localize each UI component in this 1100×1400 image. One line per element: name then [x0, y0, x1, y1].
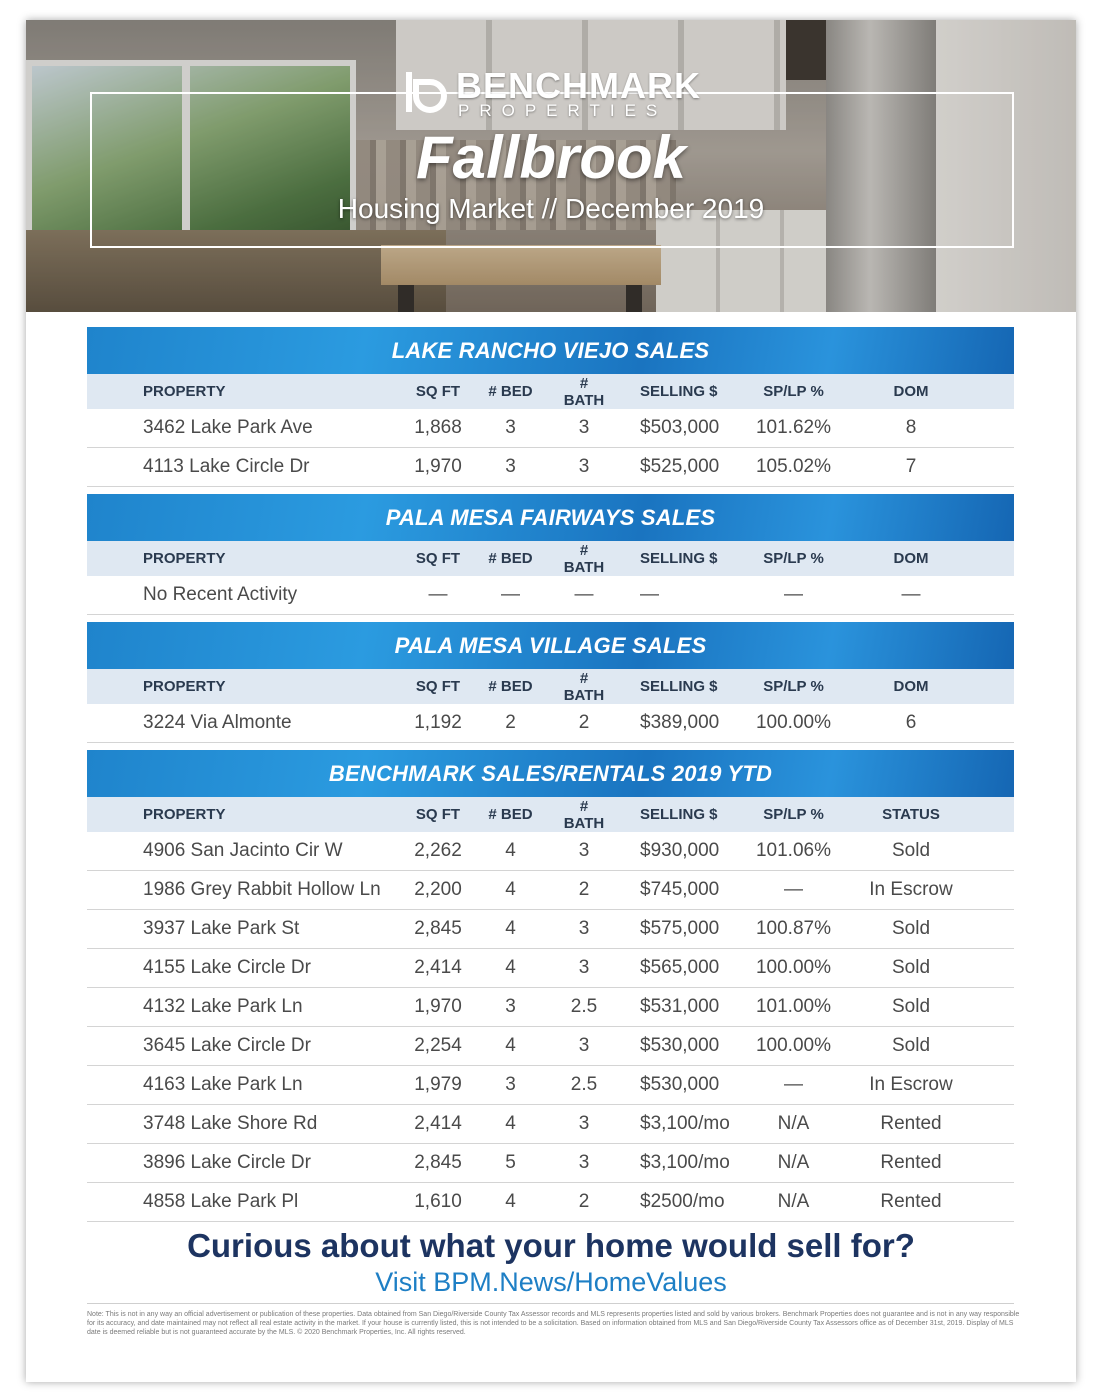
cell-status: In Escrow: [869, 879, 953, 900]
cell-status: Sold: [891, 1035, 931, 1056]
cell-bed: 4: [505, 1035, 516, 1056]
cell-sqft: 1,192: [414, 712, 462, 733]
col-property: PROPERTY: [143, 678, 226, 695]
cell-property: No Recent Activity: [143, 584, 298, 605]
cell-selling: $2500/mo: [640, 1191, 725, 1212]
cell-sqft: 1,868: [414, 417, 462, 438]
col-dom: DOM: [893, 550, 929, 567]
col-status: STATUS: [882, 806, 940, 823]
cell-status: In Escrow: [869, 1074, 953, 1095]
table-header: [87, 669, 1014, 704]
table-row: [87, 1105, 1014, 1144]
cell-selling: $565,000: [640, 957, 720, 978]
cell-sqft: 2,262: [414, 840, 462, 861]
disclaimer-text: Note: This is not in any way an official advertisement or publication of these properties. Data obtained from San Diego/Riverside County Tax Assessor records and MLS represents properties listed and sold by various brokers. Benchmark Properties does not guarantee and is not in any way responsible for its accuracy, and date maintained may not reflect all real estate activity in the market. If your house is currently listed, this is not intended to be a solicitation. Based on information obtained from MLS and San Diego/Riverside County Tax Assessors office as of December 31st, 2019. Display of MLS date is deemed reliable but is not guaranteed accurate by the MLS. © 2020 Benchmark Properties, Inc. All rights reserved.: [87, 1311, 1020, 1336]
section-title: BENCHMARK SALES/RENTALS 2019 YTD: [87, 750, 1014, 797]
cell-selling: $531,000: [640, 996, 720, 1017]
cell-splp: 100.00%: [755, 957, 831, 978]
cell-splp: N/A: [777, 1191, 810, 1212]
table-row: [87, 949, 1014, 988]
cell-selling: $525,000: [640, 456, 720, 477]
col-sqft: SQ FT: [415, 678, 461, 695]
sales-tables: [87, 327, 1014, 1222]
cell-property: 3224 Via Almonte: [143, 712, 292, 733]
cell-property: 3645 Lake Circle Dr: [143, 1035, 311, 1056]
cell-sqft: 2,414: [414, 1113, 462, 1134]
cell-selling: $575,000: [640, 918, 720, 939]
cell-splp: 100.00%: [755, 1035, 831, 1056]
cell-property: 3937 Lake Park St: [143, 918, 300, 939]
cell-bed: 4: [505, 879, 516, 900]
table-row: [87, 1066, 1014, 1105]
section-title: LAKE RANCHO VIEJO SALES: [87, 327, 1014, 374]
cell-bed: 4: [505, 918, 516, 939]
col-dom: DOM: [893, 383, 929, 400]
cell-bath: 3: [578, 1152, 590, 1173]
cell-property: 4113 Lake Circle Dr: [143, 456, 310, 477]
col-bath: # BATH: [563, 541, 605, 576]
cell-property: 4906 San Jacinto Cir W: [143, 840, 343, 861]
cell-status: Sold: [891, 957, 931, 978]
table-row: [87, 1027, 1014, 1066]
col-property: PROPERTY: [143, 383, 226, 400]
cell-bed: 4: [505, 1113, 516, 1134]
col-selling: SELLING $: [640, 678, 718, 695]
cell-selling: $930,000: [640, 840, 720, 861]
cell-selling: $503,000: [640, 417, 720, 438]
cell-splp: —: [784, 879, 803, 900]
cell-splp: —: [784, 1074, 803, 1095]
section-title: PALA MESA VILLAGE SALES: [87, 622, 1014, 669]
col-splp: SP/LP %: [763, 678, 824, 695]
cell-bath: —: [574, 584, 594, 605]
cell-bed: 3: [505, 1074, 516, 1095]
cell-bath: 3: [578, 456, 590, 477]
brand-sub: PROPERTIES: [458, 101, 668, 120]
cell-property: 4163 Lake Park Ln: [143, 1074, 303, 1095]
cell-dom: —: [901, 584, 921, 605]
col-bed: # BED: [488, 383, 533, 400]
cell-bed: 3: [505, 996, 516, 1017]
cell-bath: 2: [578, 712, 590, 733]
table-row: [87, 988, 1014, 1027]
col-dom: DOM: [893, 678, 929, 695]
col-bath: # BATH: [563, 669, 605, 704]
cell-status: Sold: [891, 996, 931, 1017]
cell-sqft: 1,610: [414, 1191, 462, 1212]
cell-sqft: 2,414: [414, 957, 462, 978]
cell-bed: 2: [505, 712, 516, 733]
cell-property: 3896 Lake Circle Dr: [143, 1152, 311, 1173]
col-sqft: SQ FT: [415, 550, 461, 567]
cell-splp: 100.00%: [755, 712, 831, 733]
cell-bed: 3: [505, 417, 516, 438]
cell-sqft: 1,979: [414, 1074, 462, 1095]
benchmark-logo-icon: [404, 70, 448, 114]
col-property: PROPERTY: [143, 550, 226, 567]
col-sqft: SQ FT: [415, 806, 461, 823]
col-selling: SELLING $: [640, 806, 718, 823]
flyer-page: [26, 20, 1076, 1382]
cell-dom: 6: [905, 712, 917, 733]
col-selling: SELLING $: [640, 550, 718, 567]
brand-logo: [404, 65, 704, 120]
cell-property: 4132 Lake Park Ln: [143, 996, 303, 1017]
cell-bath: 3: [578, 918, 590, 939]
cell-bath: 3: [578, 1113, 590, 1134]
table-row: [87, 576, 1014, 615]
col-bed: # BED: [488, 678, 533, 695]
cell-sqft: 2,845: [414, 918, 462, 939]
cell-bath: 3: [578, 417, 590, 438]
table-header: [87, 541, 1014, 576]
table-row: [87, 871, 1014, 910]
cell-bed: 4: [505, 957, 516, 978]
cell-splp: N/A: [777, 1152, 810, 1173]
cell-status: Rented: [880, 1191, 942, 1212]
col-selling: SELLING $: [640, 383, 718, 400]
col-bath: # BATH: [563, 797, 605, 832]
table-row: [87, 448, 1014, 487]
report-subtitle: Housing Market // December 2019: [337, 193, 765, 224]
cell-splp: 101.62%: [755, 417, 831, 438]
table-row: [87, 1183, 1014, 1222]
cell-status: Rented: [880, 1152, 942, 1173]
col-splp: SP/LP %: [763, 806, 824, 823]
cell-splp: N/A: [777, 1113, 810, 1134]
cell-sqft: 1,970: [414, 456, 462, 477]
cell-property: 3748 Lake Shore Rd: [143, 1113, 318, 1134]
table-row: [87, 409, 1014, 448]
table-header: [87, 797, 1014, 832]
cell-property: 1986 Grey Rabbit Hollow Ln: [143, 879, 381, 900]
cell-property: 3462 Lake Park Ave: [143, 417, 313, 438]
cell-property: 4155 Lake Circle Dr: [143, 957, 311, 978]
cell-bath: 2.5: [570, 1074, 598, 1095]
table-header: [87, 374, 1014, 409]
cell-splp: —: [784, 584, 803, 605]
col-sqft: SQ FT: [415, 383, 461, 400]
cell-splp: 101.00%: [755, 996, 831, 1017]
cell-sqft: 1,970: [414, 996, 462, 1017]
col-bed: # BED: [488, 550, 533, 567]
cell-dom: 7: [905, 456, 917, 477]
cell-bath: 3: [578, 957, 590, 978]
brand-name: BENCHMARK: [456, 65, 701, 106]
cell-splp: 100.87%: [755, 918, 831, 939]
cell-selling: $389,000: [640, 712, 720, 733]
cell-splp: 101.06%: [755, 840, 831, 861]
cell-status: Sold: [891, 840, 931, 861]
cell-bed: 4: [505, 1191, 516, 1212]
hero-banner: [26, 20, 1076, 312]
cell-splp: 105.02%: [755, 456, 831, 477]
cta-headline: Curious about what your home would sell for?: [187, 1227, 915, 1264]
cell-selling: $745,000: [640, 879, 720, 900]
ytd-rows: [87, 832, 1014, 1222]
table-row: [87, 704, 1014, 743]
cell-dom: 8: [905, 417, 917, 438]
col-property: PROPERTY: [143, 806, 226, 823]
footer-divider: [87, 1303, 1014, 1304]
cell-bath: 3: [578, 1035, 590, 1056]
cell-bed: —: [501, 584, 520, 605]
col-splp: SP/LP %: [763, 383, 824, 400]
cell-bath: 3: [578, 840, 590, 861]
col-splp: SP/LP %: [763, 550, 824, 567]
cta-link[interactable]: Visit BPM.News/HomeValues: [375, 1267, 727, 1297]
cell-sqft: 2,845: [414, 1152, 462, 1173]
cell-bath: 2: [578, 1191, 590, 1212]
cell-selling: —: [640, 584, 659, 605]
cell-sqft: —: [428, 584, 448, 605]
section-title: PALA MESA FAIRWAYS SALES: [87, 494, 1014, 541]
cell-bed: 3: [505, 456, 516, 477]
cell-bed: 4: [505, 840, 516, 861]
cell-sqft: 2,254: [414, 1035, 462, 1056]
cell-bed: 5: [505, 1152, 516, 1173]
cell-property: 4858 Lake Park Pl: [143, 1191, 299, 1212]
cell-status: Sold: [891, 918, 931, 939]
cell-selling: $3,100/mo: [640, 1113, 730, 1134]
cell-bath: 2.5: [570, 996, 598, 1017]
city-title: Fallbrook: [415, 124, 687, 191]
col-bed: # BED: [488, 806, 533, 823]
cell-selling: $3,100/mo: [640, 1152, 730, 1173]
table-row: [87, 1144, 1014, 1183]
cell-status: Rented: [880, 1113, 942, 1134]
cell-bath: 2: [578, 879, 590, 900]
col-bath: # BATH: [563, 374, 605, 409]
table-row: [87, 832, 1014, 871]
cell-selling: $530,000: [640, 1074, 720, 1095]
cell-sqft: 2,200: [414, 879, 462, 900]
table-row: [87, 910, 1014, 949]
cell-selling: $530,000: [640, 1035, 720, 1056]
